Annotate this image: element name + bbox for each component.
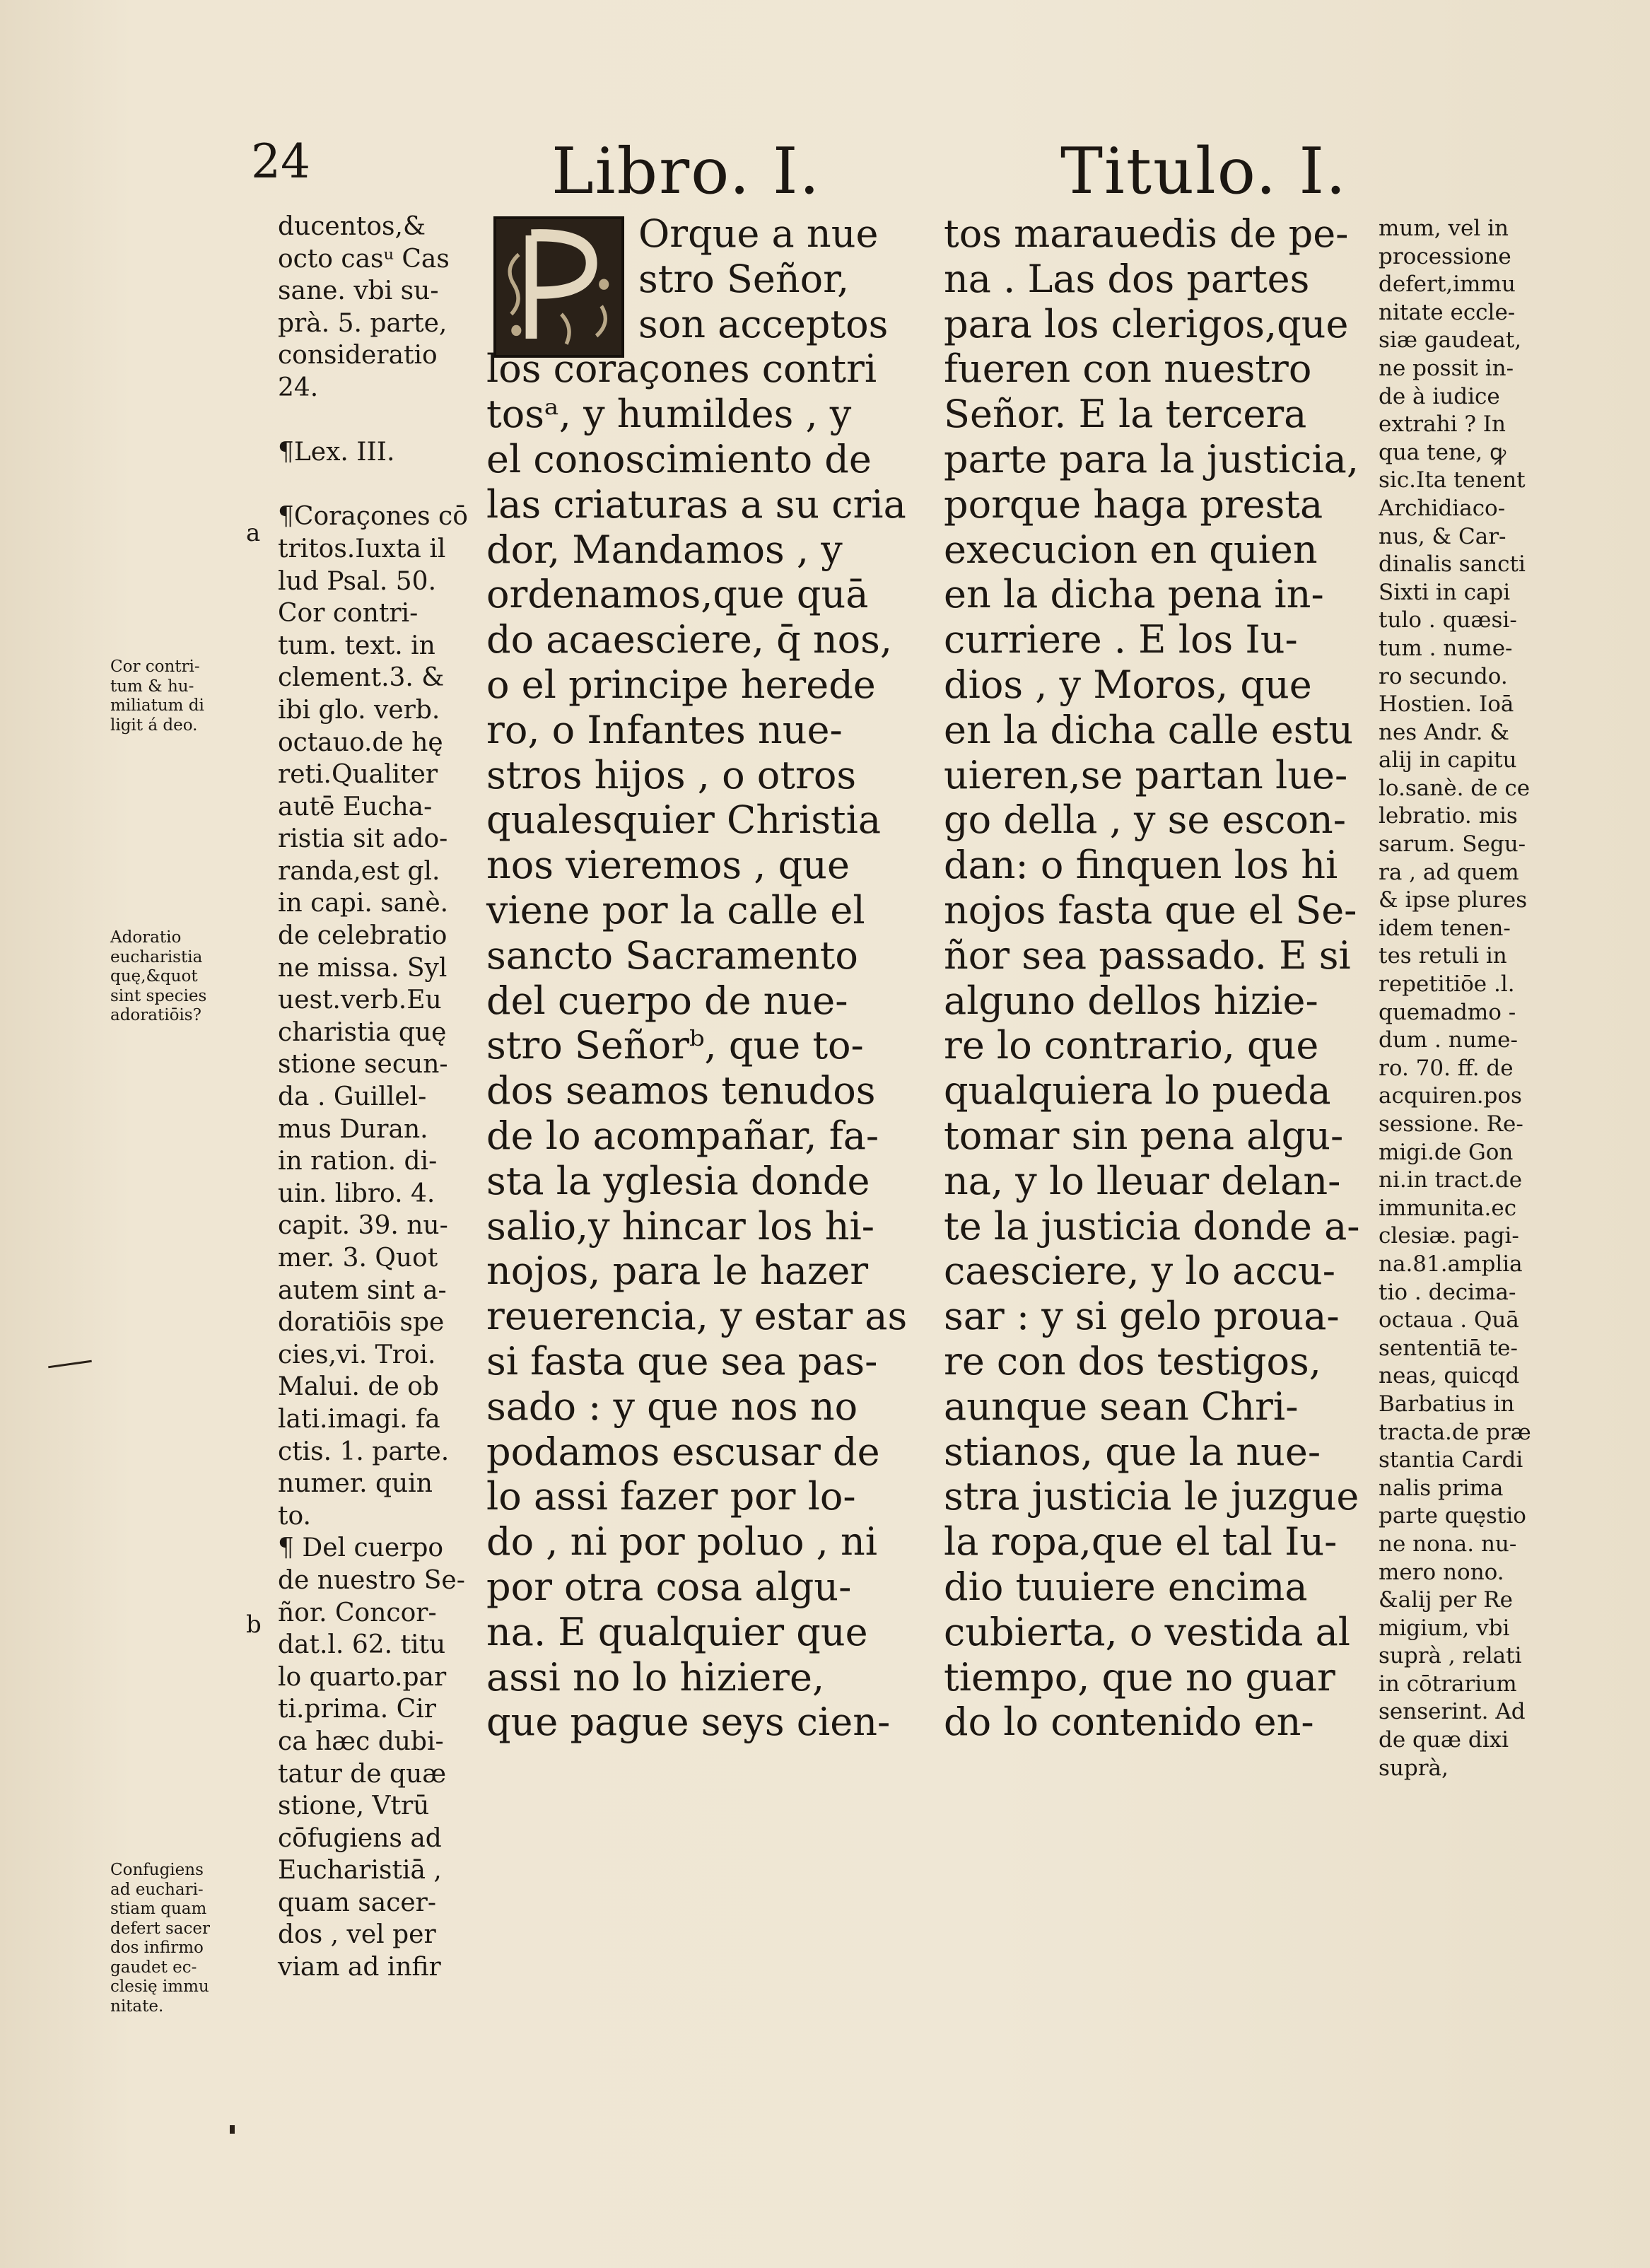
main-text-line: sta la yglesia donde — [486, 1158, 870, 1203]
main-text-line: que pague seys cien- — [486, 1700, 891, 1745]
main-text-line: tomar sin pena algu- — [944, 1113, 1344, 1158]
gloss-line: ibi glo. verb. — [278, 695, 440, 725]
gloss-line: reti.Qualiter — [278, 760, 438, 790]
running-head-title: Titulo. I. — [1060, 134, 1347, 209]
main-text-line: salio,y hincar los hi- — [486, 1203, 874, 1249]
gloss-line: siæ gaudeat, — [1379, 327, 1522, 353]
gloss-line: tracta.de præ — [1379, 1419, 1531, 1445]
gloss-line: tum. text. in — [278, 631, 435, 660]
margin-note-line: clesię immu — [110, 1977, 209, 1996]
main-text-line: stra justicia le juzgue — [944, 1474, 1359, 1519]
main-text-line: dos seamos tenudos — [486, 1068, 876, 1113]
main-text-line: sancto Sacramento — [486, 933, 858, 978]
gloss-line: de à iudice — [1379, 383, 1500, 409]
main-text-line: nos vieremos , que — [486, 843, 850, 888]
main-text-line: en la dicha pena in- — [944, 572, 1324, 617]
main-text-line: nojos, para le hazer — [486, 1249, 869, 1294]
main-text-line: viene por la calle el — [486, 887, 865, 933]
gloss-line: dum . nume- — [1379, 1027, 1518, 1053]
main-text-line: del cuerpo de nue- — [486, 978, 848, 1023]
gloss-line: ristia sit ado- — [278, 824, 448, 854]
gloss-line: acquiren.pos — [1379, 1083, 1522, 1109]
main-text-line: do acaesciere, q̄ nos, — [486, 617, 893, 662]
gloss-line: sane. vbi su- — [278, 276, 439, 306]
outer-margin-note — [110, 928, 206, 1026]
gloss-line: Hostien. Ioā — [1379, 691, 1514, 718]
gloss-line: lo.sanè. de ce — [1379, 775, 1531, 801]
main-text-line: qualquiera lo pueda — [944, 1068, 1331, 1113]
main-text-line: para los clerigos,que — [944, 301, 1349, 346]
main-text-line: assi no lo hiziere, — [486, 1654, 825, 1700]
main-text-line: stros hijos , o otros — [486, 752, 857, 797]
gloss-line: to. — [278, 1501, 311, 1531]
gloss-line: Malui. de ob — [278, 1372, 439, 1402]
main-text-line: execucion en quien — [944, 527, 1318, 572]
main-text-line: lo assi fazer por lo- — [486, 1474, 856, 1519]
gloss-line: neas, quicqd — [1379, 1363, 1520, 1389]
gloss-line: tum . nume- — [1379, 635, 1513, 661]
gloss-line: cies,vi. Troi. — [278, 1340, 436, 1369]
gloss-line: & ipse plures — [1379, 887, 1528, 913]
gloss-line: ne nona. nu- — [1379, 1531, 1517, 1557]
main-text-line: ñor sea passado. E si — [944, 933, 1351, 978]
main-text-line: Orque a nue — [638, 211, 879, 256]
gloss-line: clement.3. & — [278, 663, 445, 693]
main-text-line: la ropa,que el tal Iu- — [944, 1519, 1338, 1565]
gloss-line: de celebratio — [278, 921, 447, 951]
main-text-line: parte para la justicia, — [944, 436, 1359, 481]
gloss-line — [278, 469, 468, 501]
margin-note-line: ad euchari- — [110, 1880, 204, 1899]
gloss-line: ni.in tract.de — [1379, 1167, 1523, 1193]
gloss-line: na.81.amplia — [1379, 1251, 1523, 1277]
main-text-line: tiempo, que no guar — [944, 1654, 1335, 1700]
margin-note-line: eucharistia — [110, 947, 203, 966]
main-text-line: caesciere, y lo accu- — [944, 1249, 1336, 1294]
gloss-line: migi.de Gon — [1379, 1139, 1514, 1165]
gloss-line: consideratio — [278, 341, 438, 370]
main-text-line: Señor. E la tercera — [944, 392, 1307, 437]
gloss-line: &alij per Re — [1379, 1587, 1513, 1613]
outer-margin-note — [110, 1861, 210, 2016]
main-text-line: tosᵃ, y humildes , y — [486, 392, 852, 437]
gloss-line: defert,immu — [1379, 271, 1516, 298]
gloss-line: Barbatius in — [1379, 1391, 1515, 1417]
margin-note-line: Confugiens — [110, 1861, 204, 1879]
main-text-line: los coraçones contri — [486, 346, 877, 392]
main-text-line: stro Señor, — [638, 256, 850, 301]
gloss-line: suprà , relati — [1379, 1643, 1522, 1669]
main-text-line: alguno dellos hizie- — [944, 978, 1318, 1023]
gloss-line: ducentos,& — [278, 212, 426, 241]
margin-note-line: defert sacer — [110, 1919, 211, 1938]
main-text-line: reuerencia, y estar as — [486, 1294, 908, 1339]
margin-note-line: dos infirmo — [110, 1939, 204, 1957]
gloss-marker-b: b — [246, 1611, 262, 1639]
main-text-line: stianos, que la nue- — [944, 1429, 1321, 1474]
gloss-line: dos , vel per — [278, 1920, 436, 1950]
main-text-line: do lo contenido en- — [944, 1700, 1314, 1745]
gloss-line: da . Guillel- — [278, 1082, 427, 1112]
main-text-line: go della , y se escon- — [944, 797, 1346, 843]
gloss-line: nes Andr. & — [1379, 719, 1509, 745]
gloss-line: octo casᵘ Cas — [278, 244, 450, 274]
page-number: 24 — [251, 134, 310, 189]
gloss-line: immunita.ec — [1379, 1195, 1517, 1221]
main-text-line: sar : y si gelo proua- — [944, 1294, 1340, 1339]
gloss-line: senserint. Ad — [1379, 1699, 1526, 1725]
gloss-line: numer. quin — [278, 1469, 433, 1499]
gloss-line: nalis prima — [1379, 1475, 1504, 1501]
margin-note-line: stiam quam — [110, 1900, 207, 1918]
gloss-line: ¶Lex. III. — [278, 438, 395, 467]
gloss-line: dat.l. 62. titu — [278, 1630, 446, 1660]
main-text-line: te la justicia donde a- — [944, 1203, 1360, 1249]
main-text-line: sado : y que nos no — [486, 1384, 858, 1429]
gloss-line: tulo . quæsi- — [1379, 607, 1517, 633]
gloss-line: migium, vbi — [1379, 1615, 1510, 1641]
running-head-book: Libro. I. — [551, 134, 821, 209]
gloss-line: repetitiōe .l. — [1379, 971, 1515, 998]
main-text-line: stro Señorᵇ, que to- — [486, 1023, 864, 1068]
gloss-line: 24. — [278, 373, 319, 402]
main-text-line: uieren,se partan lue- — [944, 752, 1348, 797]
gloss-line: stione, Vtrū — [278, 1791, 430, 1821]
gloss-line: randa,est gl. — [278, 856, 440, 886]
right-gloss-column — [1379, 215, 1531, 1782]
gloss-line: tritos.Iuxta il — [278, 534, 446, 563]
gloss-line: mer. 3. Quot — [278, 1244, 438, 1273]
gloss-line: Eucharistiā , — [278, 1856, 442, 1886]
gloss-line: nitate eccle- — [1379, 299, 1516, 325]
main-text-line: do , ni por poluo , ni — [486, 1519, 878, 1565]
gloss-line: ne missa. Syl — [278, 953, 447, 983]
gloss-line: in cōtrarium — [1379, 1671, 1517, 1697]
gloss-marker-a: a — [246, 519, 261, 547]
gloss-line: ra , ad quem — [1379, 859, 1519, 885]
margin-note-line: sint species — [110, 986, 207, 1005]
gloss-line: de nuestro Se- — [278, 1565, 465, 1595]
gloss-line: ctis. 1. parte. — [278, 1437, 450, 1466]
main-text-line: si fasta que sea pas- — [486, 1338, 878, 1384]
gloss-line: qua tene, ꝙ — [1379, 439, 1506, 465]
gloss-line: stione secun- — [278, 1050, 448, 1080]
gloss-line: viam ad infir — [278, 1953, 441, 1982]
gloss-line — [278, 404, 468, 437]
margin-note-line: miliatum di — [110, 696, 204, 715]
gloss-line: suprà, — [1379, 1755, 1449, 1781]
stray-ink-dot — [230, 2125, 235, 2134]
margin-note-line: Cor contri- — [110, 657, 200, 676]
main-text-line: el conoscimiento de — [486, 436, 872, 481]
gloss-line: ¶Coraçones cō — [278, 502, 468, 532]
gloss-line: alij in capitu — [1379, 747, 1517, 773]
gloss-line: mus Duran. — [278, 1114, 428, 1144]
gloss-line: uin. libro. 4. — [278, 1179, 435, 1208]
gloss-line: sic.Ita tenent — [1379, 467, 1526, 493]
main-text-line: ro, o Infantes nue- — [486, 707, 843, 752]
gloss-line: capit. 39. nu- — [278, 1211, 448, 1241]
gloss-line: parte quęstio — [1379, 1503, 1526, 1529]
gloss-line: octaua . Quā — [1379, 1307, 1519, 1333]
gloss-line: ¶ Del cuerpo — [278, 1533, 444, 1563]
margin-note-line: ligit á deo. — [110, 715, 198, 735]
main-text-line: aunque sean Chri- — [944, 1384, 1299, 1429]
main-text-line: re con dos testigos, — [944, 1338, 1321, 1384]
gloss-line: autē Eucha- — [278, 792, 433, 822]
main-text-line: na . Las dos partes — [944, 256, 1310, 301]
main-text-line: cubierta, o vestida al — [944, 1609, 1351, 1654]
gloss-line: Archidiaco- — [1379, 495, 1506, 521]
gloss-line: tatur de quæ — [278, 1759, 447, 1789]
gloss-line: ti.prima. Cir — [278, 1695, 436, 1724]
main-text-line: en la dicha calle estu — [944, 707, 1353, 752]
gloss-line: Cor contri- — [278, 599, 419, 629]
main-text-line: o el principe herede — [486, 662, 876, 707]
gloss-line: dinalis sancti — [1379, 551, 1526, 578]
gloss-line: ne possit in- — [1379, 355, 1514, 381]
gloss-line: ro secundo. — [1379, 663, 1508, 689]
main-text-column-right — [944, 211, 1360, 1745]
main-text-line: qualesquier Christia — [486, 797, 882, 843]
gloss-line: autem sint a- — [278, 1275, 447, 1305]
main-text-line: nojos fasta que el Se- — [944, 887, 1357, 933]
margin-note-line: nitate. — [110, 1997, 164, 2016]
gloss-line: octauo.de hę — [278, 727, 443, 757]
main-text-line: dan: o finquen los hi — [944, 843, 1338, 888]
margin-note-line: tum & hu- — [110, 677, 194, 696]
gloss-line: sententiā te- — [1379, 1335, 1518, 1361]
gloss-line: mum, vel in — [1379, 216, 1509, 241]
main-text-line: dor, Mandamos , y — [486, 527, 843, 572]
gloss-line: ñor. Concor- — [278, 1598, 437, 1627]
main-text-line: curriere . E los Iu- — [944, 617, 1298, 662]
main-text-line: ordenamos,que quā — [486, 572, 869, 617]
gloss-line: charistia quę — [278, 1017, 447, 1047]
gloss-line: ca hæc dubi- — [278, 1726, 444, 1756]
margin-note-line: adoratiōis? — [110, 1006, 201, 1024]
main-text-line: son acceptos — [638, 301, 889, 346]
gloss-line: ro. 70. ff. de — [1379, 1055, 1514, 1081]
gloss-line: lebratio. mis — [1379, 803, 1518, 829]
gloss-line: tes retuli in — [1379, 943, 1507, 969]
gloss-line: idem tenen- — [1379, 915, 1511, 941]
main-text-line: las criaturas a su cria — [486, 481, 906, 527]
main-text-column-left — [486, 211, 907, 1745]
main-text-line: por otra cosa algu- — [486, 1564, 852, 1609]
gloss-line: in capi. sanè. — [278, 889, 449, 918]
gloss-line: processione — [1379, 243, 1511, 269]
main-text-line: dio tuuiere encima — [944, 1564, 1308, 1609]
main-text-line: na, y lo lleuar delan- — [944, 1158, 1341, 1203]
gloss-line: cōfugiens ad — [278, 1823, 442, 1853]
main-text-line: dios , y Moros, que — [944, 662, 1312, 707]
main-text-line: na. E qualquier que — [486, 1609, 868, 1654]
gloss-line: in ration. di- — [278, 1147, 438, 1176]
gloss-line: nus, & Car- — [1379, 523, 1506, 549]
margin-note-line: gaudet ec- — [110, 1958, 197, 1977]
main-text-line: tos marauedis de pe- — [944, 211, 1349, 256]
gloss-line: sessione. Re- — [1379, 1111, 1523, 1137]
main-text-line: de lo acompañar, fa- — [486, 1113, 879, 1158]
gloss-column — [278, 211, 468, 1984]
gloss-line: lo quarto.par — [278, 1662, 447, 1692]
gloss-line: quam sacer- — [278, 1888, 437, 1917]
main-text-line: podamos escusar de — [486, 1429, 880, 1474]
gloss-line: uest.verb.Eu — [278, 986, 442, 1015]
gloss-line: doratiōis spe — [278, 1308, 445, 1338]
gloss-line: sarum. Segu- — [1379, 831, 1526, 858]
gloss-line: Sixti in capi — [1379, 579, 1511, 605]
main-text-line: re lo contrario, que — [944, 1023, 1319, 1068]
gloss-line: lati.imagi. fa — [278, 1404, 440, 1434]
gloss-line: tio . decima- — [1379, 1279, 1516, 1305]
gloss-line: quemadmo - — [1379, 999, 1516, 1025]
gloss-line: prà. 5. parte, — [278, 308, 447, 338]
main-text-line: porque haga presta — [944, 481, 1323, 527]
gloss-line: clesiæ. pagi- — [1379, 1223, 1519, 1249]
gloss-line: de quæ dixi — [1379, 1727, 1509, 1753]
gloss-line: stantia Cardi — [1379, 1447, 1523, 1473]
outer-margin-note — [110, 657, 204, 735]
margin-note-line: Adoratio — [110, 928, 182, 947]
gloss-line: extrahi ? In — [1379, 411, 1506, 438]
gloss-line: mero nono. — [1379, 1559, 1504, 1585]
stray-ink-mark — [48, 1360, 92, 1369]
margin-note-line: quę,&quot — [110, 967, 198, 986]
gloss-line: lud Psal. 50. — [278, 566, 437, 596]
main-text-line: fueren con nuestro — [944, 346, 1312, 392]
